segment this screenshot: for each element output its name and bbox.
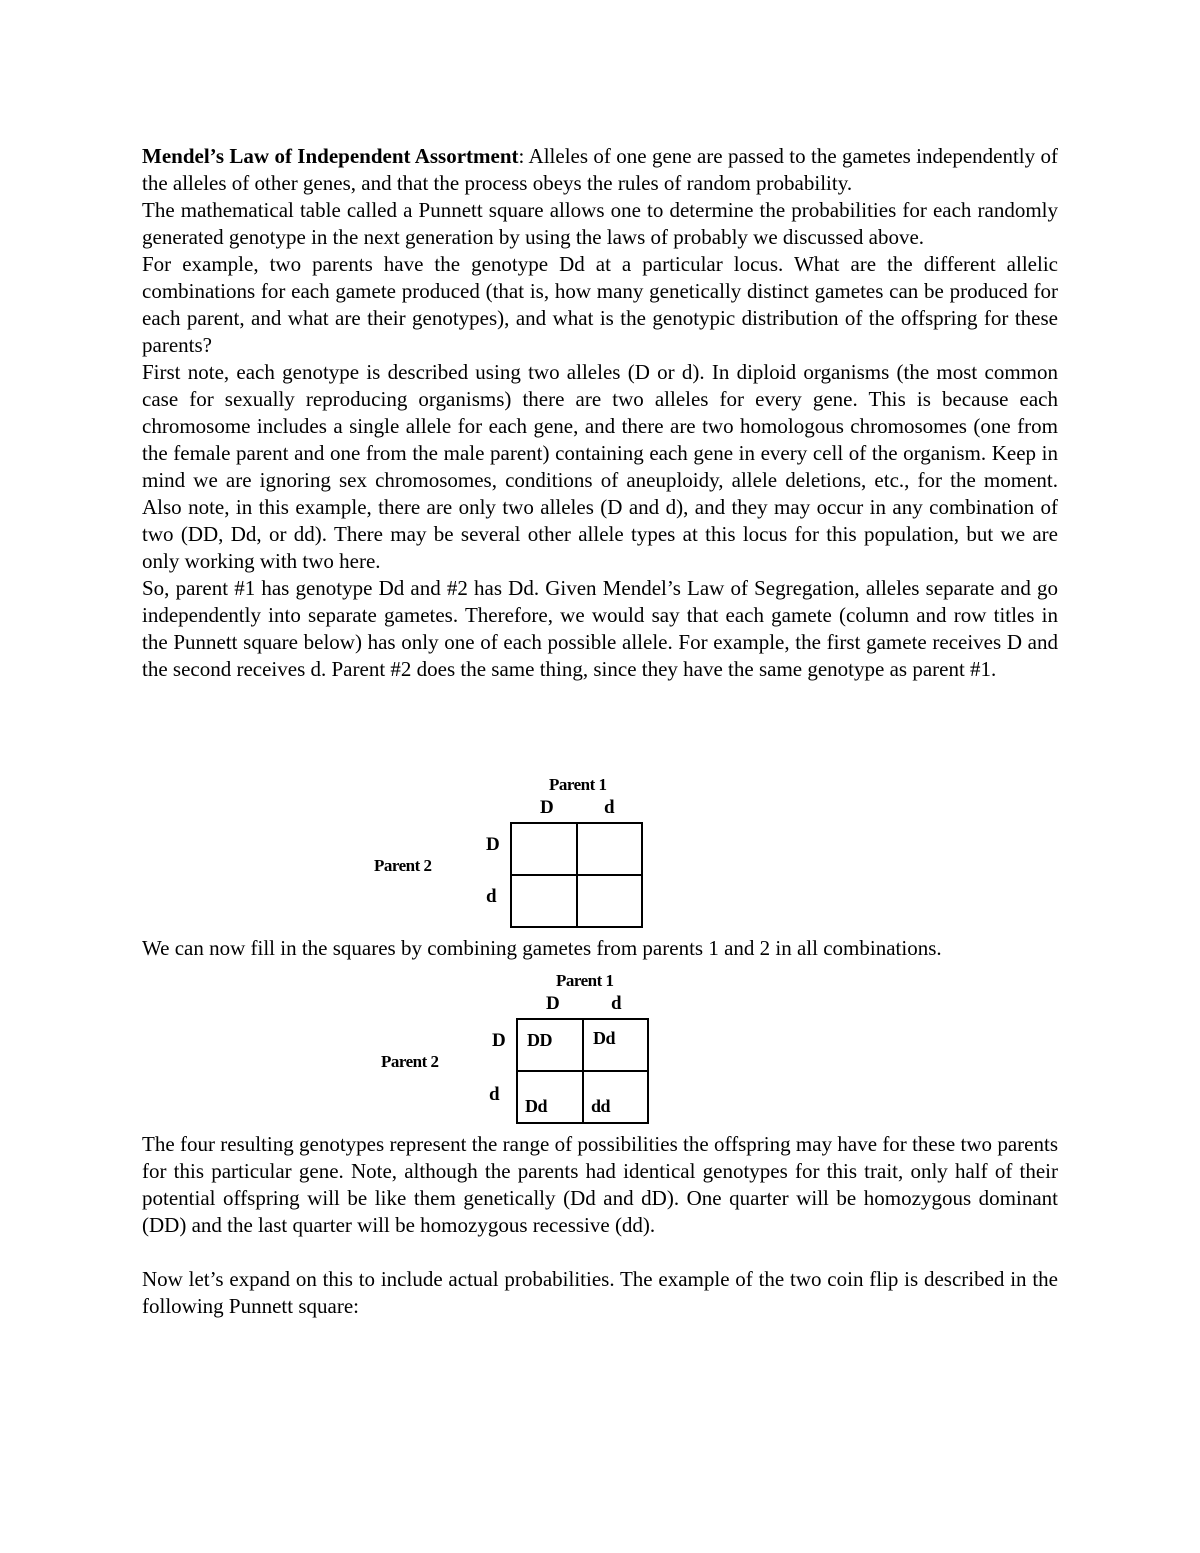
col-allele-D: D bbox=[546, 993, 560, 1014]
text-block-probabilities bbox=[142, 1266, 1058, 1320]
text-block-fill-instruction bbox=[142, 935, 1058, 962]
cell-genotype-Dd-top: Dd bbox=[593, 1028, 616, 1048]
text-block-results bbox=[142, 1131, 1058, 1239]
paragraph-segregation: So, parent #1 has genotype Dd and #2 has Dd. Given Mendel’s Law of Segregation, alleles separate and go independently into separate gametes. Therefore, we would say that each gamete (column and row titles in the Punnett square below) has only one of each possible allele. For example, the first gamete receives D and the second receives d. Parent #2 does the same thing, since they have the same genotype as parent #1. bbox=[142, 576, 1058, 681]
law-title: Mendel’s Law of Independent Assortment bbox=[142, 144, 519, 168]
parent-1-label: Parent 1 bbox=[549, 775, 607, 794]
cell-genotype-DD: DD bbox=[527, 1030, 552, 1050]
cell-genotype-Dd-bottom: Dd bbox=[525, 1096, 548, 1116]
row-allele-d: d bbox=[489, 1084, 500, 1105]
punnett-grid bbox=[516, 1018, 649, 1124]
law-definition: : Alleles of one gene are passed to the gametes independently of the alleles of other genes, and that the process obeys the rules of random probability. bbox=[142, 144, 1058, 195]
punnett-grid bbox=[510, 822, 643, 928]
col-allele-D: D bbox=[540, 797, 554, 818]
paragraph-law-definition bbox=[142, 143, 1058, 197]
col-allele-d: d bbox=[604, 797, 615, 818]
paragraph-fill-instruction: We can now fill in the squares by combining gametes from parents 1 and 2 in all combinations. bbox=[142, 936, 942, 960]
grid-divider-horizontal bbox=[518, 1070, 647, 1072]
text-block-intro bbox=[142, 143, 1058, 683]
row-allele-D: D bbox=[486, 834, 500, 855]
cell-genotype-dd: dd bbox=[591, 1096, 611, 1116]
parent-2-label: Parent 2 bbox=[374, 856, 432, 875]
parent-2-label: Parent 2 bbox=[381, 1052, 439, 1071]
row-allele-D: D bbox=[492, 1030, 506, 1051]
parent-1-label: Parent 1 bbox=[556, 971, 614, 990]
paragraph-example-question: For example, two parents have the genotype Dd at a particular locus. What are the different allelic combinations for each gamete produced (that is, how many genetically distinct gametes can be produced for each parent, and what are their genotypes), and what is the genotypic distribution of the offspring for these parents? bbox=[142, 252, 1058, 357]
paragraph-diploid-note: First note, each genotype is described using two alleles (D or d). In diploid organisms (the most common case for sexually reproducing organisms) there are two alleles for every gene. This is because each chromosome includes a single allele for each gene, and there are two homologous chromosomes (one from the female parent and one from the male parent) containing each gene in every cell of the organism. Keep in mind we are ignoring sex chromosomes, conditions of aneuploidy, allele deletions, etc., for the moment. Also note, in this example, there are only two alleles (D and d), and they may occur in any combination of two (DD, Dd, or dd). There may be several other allele types at this locus for this population, but we are only working with two here. bbox=[142, 360, 1058, 573]
paragraph-results: The four resulting genotypes represent the range of possibilities the offspring may have for these two parents for this particular gene. Note, although the parents had identical genotypes for this trait, only half of their potential offspring will be like them genetically (Dd and dD). One quarter will be homozygous dominant (DD) and the last quarter will be homozygous recessive (dd). bbox=[142, 1132, 1058, 1237]
row-allele-d: d bbox=[486, 886, 497, 907]
paragraph-punnett-intro: The mathematical table called a Punnett square allows one to determine the probabilities for each randomly generated genotype in the next generation by using the laws of probably we discussed above. bbox=[142, 198, 1058, 249]
paragraph-probabilities: Now let’s expand on this to include actual probabilities. The example of the two coin flip is described in the following Punnett square: bbox=[142, 1267, 1058, 1318]
col-allele-d: d bbox=[611, 993, 622, 1014]
grid-divider-horizontal bbox=[512, 874, 641, 876]
